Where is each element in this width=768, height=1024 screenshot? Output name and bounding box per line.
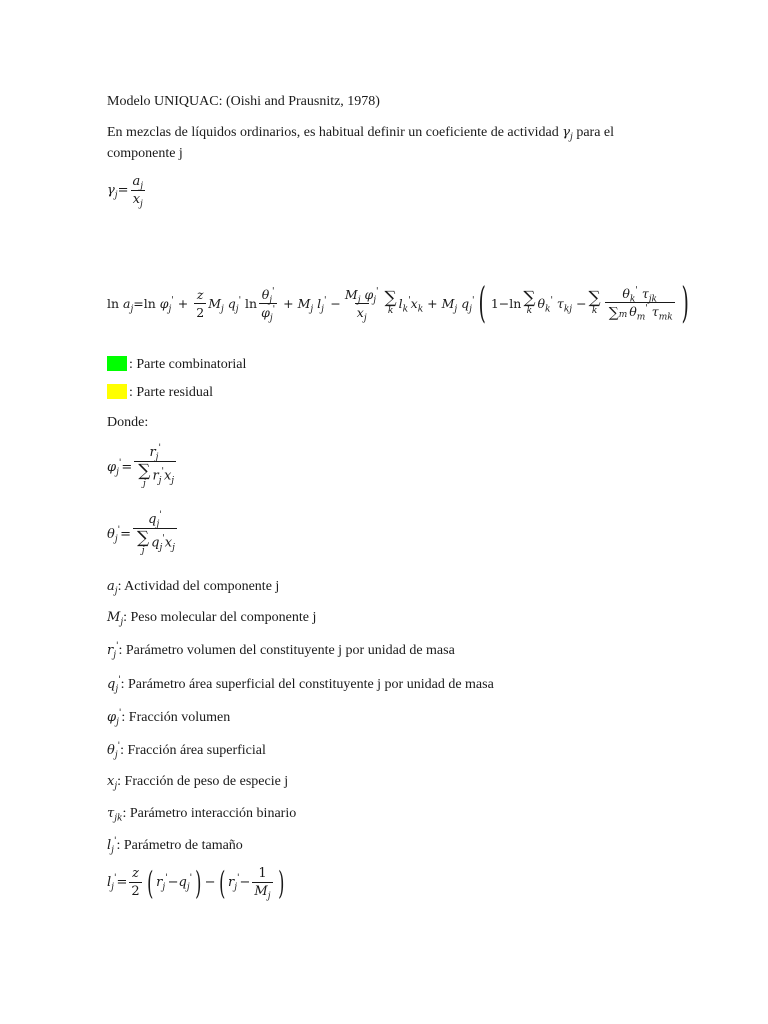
definition-x-j: [107, 773, 288, 791]
symbol-x-j: $x_j$: [107, 774, 118, 792]
definition-text: : Fracción área superficial: [120, 743, 266, 758]
gamma-symbol: $\gamma_j$: [562, 125, 573, 143]
definition-text: : Actividad del componente j: [117, 579, 280, 594]
definition-text: : Parámetro volumen del constituyente j por unidad de masa: [118, 643, 455, 658]
symbol-l-j: $l_j'$: [107, 836, 117, 856]
definition-q-j: [107, 676, 494, 694]
definition-a-j: [107, 578, 279, 596]
equation-volume-fraction: $\varphi_j'$ = $r_j'$ ∑ j $r_j'x_j$: [107, 443, 175, 489]
definition-text: : Parámetro área superficial del constituyente j por unidad de masa: [120, 677, 494, 692]
definition-l-j: [107, 837, 243, 855]
intro-text-b: para el: [572, 125, 615, 140]
definition-r-j: [107, 642, 455, 660]
yellow-swatch: [107, 384, 127, 399]
intro-line-2: componente j: [107, 146, 183, 161]
legend-residual-label: : Parte residual: [129, 385, 213, 400]
definition-phi-j: [107, 709, 230, 727]
symbol-phi-j: $\varphi_j'$: [107, 708, 122, 728]
symbol-a-j: $a_j$: [107, 579, 118, 597]
definition-text: : Peso molecular del componente j: [123, 610, 317, 625]
definition-m-j: [107, 609, 316, 627]
equation-uniquac-ln-activity: ln $a_j$ =ln $\varphi_j'$ + $\frac{z}{2}$ $M_j$ $q_j'$ ln $\frac{\theta_j'}{\varphi_j'}$ + $M_j$ $l_j'$ − $\frac{M_j \varphi_j'}{x_j}$ ∑ k $l_k'x_k$ + $M_j$ $q_j'$ ( 1−ln ∑ k $\theta_k'$ $\tau_{kj}$ − ∑ k $\theta_k'$ $\tau_{jk}$ ∑ m $\theta_m'$ $\tau_{mk}$ ): [107, 278, 689, 327]
legend-combinatorial: [107, 356, 246, 374]
equation-area-fraction: $\theta_j'$ = $q_j'$ ∑ j $q_j'x_j$: [107, 510, 175, 556]
green-swatch: [107, 356, 127, 371]
symbol-tau-jk: $\tau_{jk}$: [107, 806, 123, 824]
symbol-q-j: $q_j'$: [107, 675, 121, 695]
symbol-r-j: $r_j'$: [107, 641, 119, 661]
legend-residual: [107, 384, 213, 402]
intro-text-a: En mezclas de líquidos ordinarios, es habitual definir un coeficiente de actividad: [107, 125, 563, 140]
definition-text: : Parámetro interacción binario: [122, 806, 297, 821]
definition-text: : Fracción volumen: [121, 710, 231, 725]
definition-text: : Parámetro de tamaño: [116, 838, 243, 853]
document-title: Modelo UNIQUAC: (Oishi and Prausnitz, 1978): [107, 94, 380, 109]
definition-text: : Fracción de peso de especie j: [117, 774, 289, 789]
donde-label: Donde:: [107, 415, 149, 430]
equation-size-parameter: $l_j'$ = $\frac{z}{2}$ ( $r_j'$ − $q_j'$ ) − ( $r_j'$ − $\frac{1}{M_j}$ ): [107, 863, 284, 902]
symbol-theta-j: $\theta_j'$: [107, 741, 121, 761]
definition-tau-jk: [107, 805, 296, 823]
intro-line-1: [107, 124, 614, 142]
equation-activity-coefficient: $\gamma_j$ = $\frac{a_j}{x_j}$: [107, 174, 144, 210]
legend-combinatorial-label: : Parte combinatorial: [129, 357, 247, 372]
definition-theta-j: [107, 742, 266, 760]
symbol-m-j: $M_j$: [107, 610, 124, 628]
